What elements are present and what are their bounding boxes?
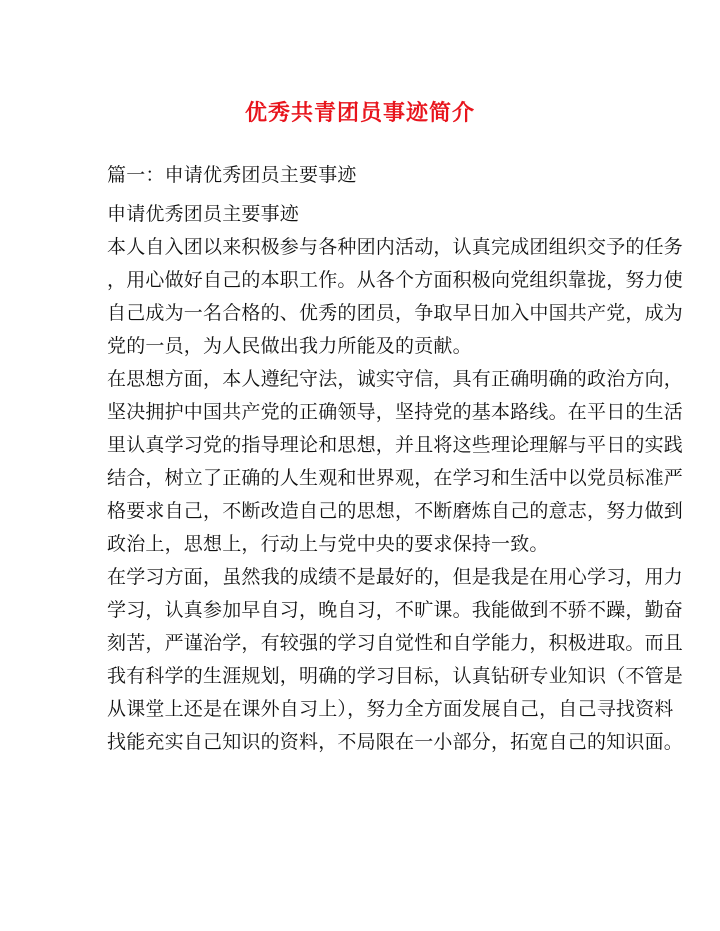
paragraph-line: 在学习方面，虽然我的成绩不是最好的，但是我是在用心学习，用力 xyxy=(107,566,684,588)
paragraph-line: 结合，树立了正确的人生观和世界观，在学习和生活中以党员标准严 xyxy=(107,467,684,489)
paragraph xyxy=(107,234,684,366)
subheading: 申请优秀团员主要事迹 xyxy=(107,203,300,225)
paragraph-line: 政治上，思想上，行动上与党中央的要求保持一致。 xyxy=(107,533,549,555)
paragraph-line: ，用心做好自己的本职工作。从各个方面积极向党组织靠拢，努力使 xyxy=(107,269,684,291)
paragraph-line: 我有科学的生涯规划，明确的学习目标，认真钻研专业知识（不管是 xyxy=(107,665,684,687)
document-title: 优秀共青团员事迹简介 xyxy=(244,100,475,126)
section-heading: 篇一：申请优秀团员主要事迹 xyxy=(107,164,357,186)
paragraph-line: 格要求自己，不断改造自己的思想，不断磨炼自己的意志，努力做到 xyxy=(107,500,684,522)
paragraph-line: 从课堂上还是在课外自习上），努力全方面发展自己，自己寻找资料 xyxy=(107,698,674,720)
paragraph-line: 学习，认真参加早自习，晚自习，不旷课。我能做到不骄不躁，勤奋 xyxy=(107,599,684,621)
paragraph-line: 坚决拥护中国共产党的正确领导，坚持党的基本路线。在平日的生活 xyxy=(107,401,684,423)
paragraphs xyxy=(107,234,684,762)
paragraph-line: 自己成为一名合格的、优秀的团员，争取早日加入中国共产党，成为 xyxy=(107,302,684,324)
paragraph xyxy=(107,564,684,762)
paragraph-line: 党的一员，为人民做出我力所能及的贡献。 xyxy=(107,335,472,357)
paragraph-line: 本人自入团以来积极参与各种团内活动，认真完成团组织交予的任务 xyxy=(107,236,684,258)
paragraph xyxy=(107,366,684,564)
document-body xyxy=(107,162,684,762)
paragraph-line: 找能充实自己知识的资料，不局限在一小部分，拓宽自己的知识面。 xyxy=(107,731,684,753)
paragraph-line: 里认真学习党的指导理论和思想，并且将这些理论理解与平日的实践 xyxy=(107,434,684,456)
paragraph-line: 在思想方面，本人遵纪守法，诚实守信，具有正确明确的政治方向， xyxy=(107,368,684,390)
paragraph-line: 刻苦，严谨治学，有较强的学习自觉性和自学能力，积极进取。而且 xyxy=(107,632,684,654)
